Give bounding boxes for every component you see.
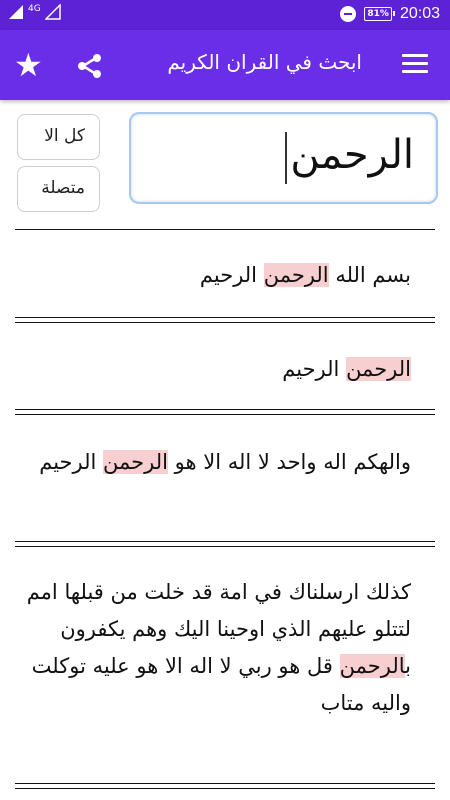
verse-text: قل هو ربي لا اله الا هو عليه توكلت واليه متاب xyxy=(31,654,411,715)
battery-indicator: 81% xyxy=(364,7,392,21)
divider xyxy=(15,317,435,318)
result-item[interactable] xyxy=(15,574,411,722)
highlighted-match: الرحمن xyxy=(339,654,406,678)
app-bar xyxy=(0,30,450,100)
divider xyxy=(15,788,435,789)
share-icon[interactable] xyxy=(76,52,104,80)
menu-icon[interactable] xyxy=(402,54,428,74)
star-icon[interactable]: ★ xyxy=(14,46,43,84)
highlighted-match: الرحمن xyxy=(346,357,411,381)
divider xyxy=(15,409,435,410)
verse-text: بسم الله xyxy=(328,263,411,287)
connected-option-button[interactable]: متصلة xyxy=(17,166,100,212)
result-item[interactable] xyxy=(15,257,411,294)
result-item[interactable] xyxy=(15,351,411,388)
verse-text: والهكم اله واحد لا اله الا هو xyxy=(167,450,411,474)
search-input[interactable] xyxy=(129,112,438,204)
all-words-option-button[interactable]: كل الا xyxy=(17,114,100,160)
divider xyxy=(15,322,435,323)
signal-icon xyxy=(8,4,24,20)
divider xyxy=(15,541,435,542)
status-right xyxy=(340,5,440,23)
signal-icon-2 xyxy=(45,4,61,20)
dnd-icon xyxy=(340,6,356,22)
highlighted-match: الرحمن xyxy=(263,263,329,287)
verse-text: الرحيم xyxy=(199,263,264,287)
search-input-value: الرحمن xyxy=(290,132,414,178)
app-title: ابحث في القران الكريم xyxy=(167,50,362,74)
network-type: 4G xyxy=(28,3,41,14)
divider xyxy=(15,546,435,547)
result-item[interactable] xyxy=(15,444,411,481)
status-bar xyxy=(0,0,450,30)
divider xyxy=(15,783,435,784)
divider xyxy=(15,229,435,230)
highlighted-match: الرحمن xyxy=(103,450,168,474)
divider xyxy=(15,414,435,415)
clock: 20:03 xyxy=(399,5,440,22)
status-left xyxy=(8,4,61,20)
text-caret xyxy=(285,132,287,184)
verse-text: الرحيم xyxy=(282,357,347,381)
verse-text: كذلك ارسلناك في امة قد خلت من قبلها امم لتتلو عليهم الذي اوحينا اليك وهم يكفرون ب xyxy=(26,580,411,678)
verse-text: الرحيم xyxy=(39,450,104,474)
